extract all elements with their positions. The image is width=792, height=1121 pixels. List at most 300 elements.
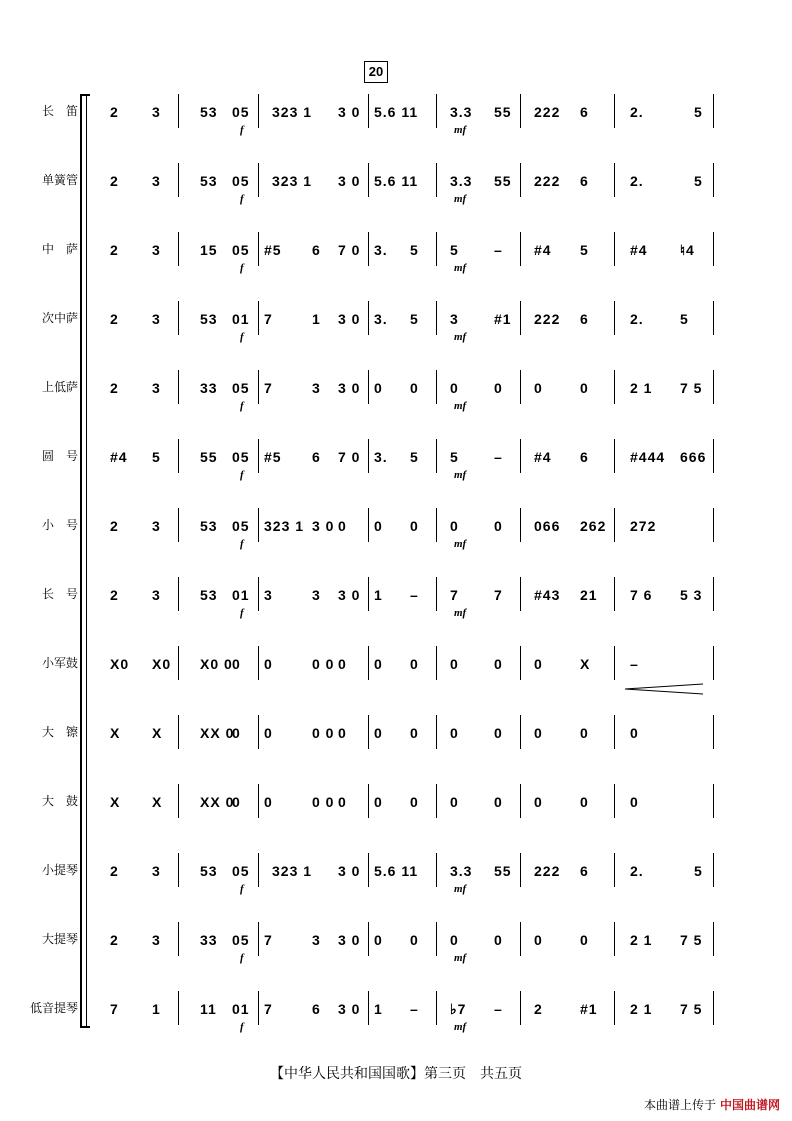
note-group: 0 <box>338 518 347 534</box>
note-group: 5 <box>694 863 703 879</box>
note-group: 0 <box>410 794 419 810</box>
note-group: 1 <box>374 587 383 603</box>
dynamic-marking: f <box>240 952 244 964</box>
barline <box>178 94 179 128</box>
barline <box>520 94 521 128</box>
staff-row <box>0 90 792 140</box>
note-group: 2 <box>110 311 119 327</box>
note-group: 55 <box>200 449 218 465</box>
note-group: 5 <box>694 173 703 189</box>
barline <box>436 784 437 818</box>
note-group: 0 <box>534 932 543 948</box>
note-group: 33 <box>200 932 218 948</box>
instrument-name: 中 萨 <box>41 242 78 256</box>
note-group: 323 1 <box>272 104 313 120</box>
note-group: 3 <box>152 932 161 948</box>
note-group: 0 <box>534 794 543 810</box>
note-group: X <box>152 794 163 810</box>
note-group: 3 <box>450 311 459 327</box>
staff-row <box>0 849 792 899</box>
note-group: 5 <box>580 242 589 258</box>
barline <box>258 853 259 887</box>
staff-notes <box>0 646 792 686</box>
note-group: 0 <box>534 656 543 672</box>
barline <box>178 922 179 956</box>
note-group: 53 <box>200 173 218 189</box>
note-group: 3 0 <box>338 863 361 879</box>
dynamic-marking: mf <box>454 124 467 136</box>
dynamic-marking: mf <box>454 262 467 274</box>
staff-notes <box>0 439 792 479</box>
barline <box>614 853 615 887</box>
barline <box>713 163 714 197</box>
barline <box>614 439 615 473</box>
barline <box>368 301 369 335</box>
dynamic-marking: f <box>240 124 244 136</box>
barline <box>520 646 521 680</box>
note-group: 5 <box>694 104 703 120</box>
note-group: 3 <box>152 518 161 534</box>
barline <box>178 163 179 197</box>
staff-notes <box>0 577 792 617</box>
note-group: 0 <box>450 518 459 534</box>
note-group: 7 0 <box>338 449 361 465</box>
instrument-name: 低音提琴 <box>29 1001 78 1015</box>
barline <box>368 232 369 266</box>
note-group: 3 0 <box>312 518 335 534</box>
barline <box>178 232 179 266</box>
note-group: 7 <box>264 932 273 948</box>
barline <box>614 163 615 197</box>
dynamic-marking: f <box>240 262 244 274</box>
note-group: 0 <box>374 518 383 534</box>
note-group: 0 <box>264 656 273 672</box>
note-group: X0 0 <box>200 656 233 672</box>
note-group: 15 <box>200 242 218 258</box>
dynamic-marking: mf <box>454 883 467 895</box>
barline <box>713 508 714 542</box>
barline <box>368 370 369 404</box>
note-group: 2 <box>534 1001 543 1017</box>
note-group: 272 <box>630 518 657 534</box>
staff-row <box>0 228 792 278</box>
note-group: 2 <box>110 104 119 120</box>
note-group: 0 <box>264 794 273 810</box>
note-group: 6 <box>580 863 589 879</box>
barline <box>713 853 714 887</box>
barline <box>614 301 615 335</box>
barline <box>178 646 179 680</box>
barline <box>178 853 179 887</box>
barline <box>436 508 437 542</box>
note-group: 0 <box>338 794 347 810</box>
note-group: 05 <box>232 380 250 396</box>
note-group: 3 <box>312 380 321 396</box>
note-group: 5 <box>410 449 419 465</box>
barline <box>178 991 179 1025</box>
barline <box>178 577 179 611</box>
note-group: 53 <box>200 104 218 120</box>
note-group: 3 0 <box>338 104 361 120</box>
note-group: – <box>494 242 503 258</box>
note-group: 3 <box>152 311 161 327</box>
note-group: X <box>580 656 591 672</box>
note-group: 7 <box>264 1001 273 1017</box>
note-group: 53 <box>200 863 218 879</box>
barline <box>258 94 259 128</box>
note-group: 0 0 <box>312 794 335 810</box>
note-group: 6 <box>312 242 321 258</box>
note-group: 3. <box>374 449 388 465</box>
staff-notes <box>0 370 792 410</box>
note-group: 0 <box>374 725 383 741</box>
barline <box>614 922 615 956</box>
note-group: 5 <box>450 449 459 465</box>
note-group: 3 0 <box>338 311 361 327</box>
note-group: X0 <box>152 656 172 672</box>
instrument-name: 大 镲 <box>41 725 78 739</box>
barline <box>258 784 259 818</box>
note-group: 05 <box>232 863 250 879</box>
staff-row <box>0 780 792 830</box>
barline <box>713 646 714 680</box>
barline <box>614 370 615 404</box>
note-group: 0 <box>580 380 589 396</box>
staff-notes <box>0 163 792 203</box>
barline <box>614 715 615 749</box>
barline <box>436 439 437 473</box>
instrument-name: 上低萨 <box>41 380 78 394</box>
note-group: 0 <box>374 932 383 948</box>
barline <box>520 853 521 887</box>
note-group: 0 <box>580 794 589 810</box>
barline <box>436 853 437 887</box>
barline <box>614 646 615 680</box>
note-group: 3 <box>152 173 161 189</box>
staff-row <box>0 297 792 347</box>
barline <box>713 577 714 611</box>
barline <box>258 991 259 1025</box>
note-group: 0 <box>374 794 383 810</box>
barline <box>713 232 714 266</box>
note-group: 2 <box>110 242 119 258</box>
barline <box>178 715 179 749</box>
note-group: 1 <box>312 311 321 327</box>
barline <box>436 715 437 749</box>
note-group: ♭7 <box>450 1001 467 1017</box>
barline <box>258 646 259 680</box>
barline <box>368 94 369 128</box>
dynamic-marking: mf <box>454 538 467 550</box>
note-group: 0 <box>494 380 503 396</box>
note-group: 2. <box>630 173 644 189</box>
note-group: 2 <box>110 173 119 189</box>
dynamic-marking: f <box>240 193 244 205</box>
barline <box>520 922 521 956</box>
note-group: #1 <box>580 1001 598 1017</box>
barline <box>713 94 714 128</box>
staff-notes <box>0 853 792 893</box>
note-group: 3 <box>312 932 321 948</box>
note-group: 53 <box>200 587 218 603</box>
staff-notes <box>0 301 792 341</box>
note-group: 2 <box>110 518 119 534</box>
note-group: 2. <box>630 863 644 879</box>
note-group: – <box>410 587 419 603</box>
dynamic-marking: f <box>240 400 244 412</box>
note-group: 7 5 <box>680 932 703 948</box>
barline <box>713 922 714 956</box>
note-group: 0 <box>534 380 543 396</box>
note-group: 5 <box>152 449 161 465</box>
note-group: 05 <box>232 173 250 189</box>
note-group: 0 <box>410 518 419 534</box>
note-group: – <box>494 449 503 465</box>
note-group: 2. <box>630 104 644 120</box>
barline <box>368 784 369 818</box>
note-group: 0 <box>450 725 459 741</box>
note-group: 3 0 <box>338 587 361 603</box>
note-group: 0 <box>338 656 347 672</box>
barline <box>368 715 369 749</box>
note-group: 2 <box>110 932 119 948</box>
staff-row <box>0 504 792 554</box>
note-group: 11 <box>200 1001 217 1017</box>
barline <box>368 853 369 887</box>
note-group: 5 <box>410 311 419 327</box>
note-group: 7 0 <box>338 242 361 258</box>
note-group: 0 <box>232 725 241 741</box>
note-group: 3 0 <box>338 932 361 948</box>
barline <box>520 577 521 611</box>
dynamic-marking: mf <box>454 400 467 412</box>
staff-notes <box>0 784 792 824</box>
note-group: 0 0 <box>312 656 335 672</box>
instrument-name: 小提琴 <box>41 863 78 877</box>
note-group: 3 <box>152 587 161 603</box>
staff-row <box>0 573 792 623</box>
note-group: ♮4 <box>680 242 695 258</box>
note-group: 2 <box>110 863 119 879</box>
staff-notes <box>0 715 792 755</box>
note-group: 3 0 <box>338 173 361 189</box>
note-group: 5 <box>450 242 459 258</box>
note-group: 5 <box>680 311 689 327</box>
note-group: 55 <box>494 104 512 120</box>
crescendo-hairpin <box>625 683 705 695</box>
note-group: #4 <box>534 449 552 465</box>
dynamic-marking: mf <box>454 607 467 619</box>
barline <box>520 715 521 749</box>
note-group: 5.6 11 <box>374 104 419 120</box>
note-group: 5 <box>410 242 419 258</box>
note-group: – <box>630 656 639 672</box>
barline <box>178 301 179 335</box>
staff-row <box>0 159 792 209</box>
note-group: 2 1 <box>630 380 653 396</box>
barline <box>614 508 615 542</box>
note-group: 0 <box>450 932 459 948</box>
barline <box>368 508 369 542</box>
note-group: 3 <box>152 380 161 396</box>
instrument-name: 小 号 <box>41 518 78 532</box>
note-group: #4 <box>110 449 128 465</box>
note-group: – <box>494 1001 503 1017</box>
note-group: 2. <box>630 311 644 327</box>
note-group: 01 <box>232 1001 250 1017</box>
note-group: 05 <box>232 932 250 948</box>
note-group: 6 <box>312 449 321 465</box>
barline <box>520 370 521 404</box>
staff-notes <box>0 232 792 272</box>
note-group: 0 <box>232 656 241 672</box>
note-group: 3 <box>264 587 273 603</box>
staff-notes <box>0 991 792 1031</box>
barline <box>520 784 521 818</box>
instrument-name: 大 鼓 <box>41 794 78 808</box>
note-group: 0 <box>630 725 639 741</box>
barline <box>520 163 521 197</box>
barline <box>368 439 369 473</box>
barline <box>520 439 521 473</box>
note-group: 7 <box>264 380 273 396</box>
dynamic-marking: mf <box>454 331 467 343</box>
barline <box>258 232 259 266</box>
note-group: 323 1 <box>272 173 313 189</box>
barline <box>258 715 259 749</box>
barline <box>614 577 615 611</box>
dynamic-marking: mf <box>454 193 467 205</box>
dynamic-marking: f <box>240 607 244 619</box>
barline <box>614 232 615 266</box>
note-group: X <box>152 725 163 741</box>
note-group: 3.3 <box>450 173 473 189</box>
site-logo: 中国曲谱网 <box>719 1098 780 1112</box>
note-group: 222 <box>534 173 561 189</box>
note-group: 222 <box>534 863 561 879</box>
note-group: 0 <box>494 725 503 741</box>
instrument-name: 长 笛 <box>41 104 78 118</box>
instrument-name: 小军鼓 <box>41 656 78 670</box>
note-group: 666 <box>680 449 707 465</box>
barline <box>368 646 369 680</box>
note-group: 0 <box>450 794 459 810</box>
note-group: 222 <box>534 104 561 120</box>
note-group: 0 <box>580 725 589 741</box>
note-group: 7 5 <box>680 1001 703 1017</box>
instrument-name: 大提琴 <box>41 932 78 946</box>
note-group: 05 <box>232 104 250 120</box>
note-group: 3 0 <box>338 1001 361 1017</box>
barline <box>258 301 259 335</box>
note-group: 3 <box>152 242 161 258</box>
barline <box>713 715 714 749</box>
note-group: 0 <box>494 932 503 948</box>
instrument-name: 单簧管 <box>41 173 78 187</box>
barline <box>436 301 437 335</box>
dynamic-marking: f <box>240 538 244 550</box>
note-group: #5 <box>264 242 282 258</box>
note-group: 0 <box>410 725 419 741</box>
note-group: 6 <box>580 449 589 465</box>
note-group: #4 <box>534 242 552 258</box>
note-group: 6 <box>580 311 589 327</box>
note-group: X0 <box>110 656 130 672</box>
note-group: 55 <box>494 173 512 189</box>
barline <box>436 922 437 956</box>
barline <box>436 163 437 197</box>
note-group: 7 5 <box>680 380 703 396</box>
note-group: 222 <box>534 311 561 327</box>
barline <box>178 439 179 473</box>
note-group: #5 <box>264 449 282 465</box>
staff-row <box>0 987 792 1037</box>
barline <box>258 163 259 197</box>
dynamic-marking: f <box>240 883 244 895</box>
note-group: 2 1 <box>630 932 653 948</box>
note-group: 1 <box>374 1001 383 1017</box>
note-group: 0 <box>450 656 459 672</box>
note-group: 7 6 <box>630 587 653 603</box>
rehearsal-mark: 20 <box>364 61 388 83</box>
instrument-name: 圆 号 <box>41 449 78 463</box>
note-group: 05 <box>232 242 250 258</box>
note-group: 3. <box>374 311 388 327</box>
note-group: 0 <box>264 725 273 741</box>
barline <box>368 577 369 611</box>
note-group: 0 <box>494 518 503 534</box>
note-group: 0 <box>410 656 419 672</box>
note-group: 0 <box>410 932 419 948</box>
barline <box>436 232 437 266</box>
note-group: 6 <box>580 104 589 120</box>
note-group: 0 <box>410 380 419 396</box>
staff-notes <box>0 94 792 134</box>
page-footer: 【中华人民共和国国歌】第三页 共五页 <box>270 1066 522 1082</box>
note-group: X <box>110 725 121 741</box>
note-group: 33 <box>200 380 218 396</box>
staff-row <box>0 711 792 761</box>
barline <box>436 991 437 1025</box>
barline <box>178 508 179 542</box>
barline <box>520 991 521 1025</box>
barline <box>436 370 437 404</box>
note-group: 3. <box>374 242 388 258</box>
note-group: 3.3 <box>450 863 473 879</box>
note-group: #444 <box>630 449 666 465</box>
credit-prefix: 本曲谱上传于 <box>643 1098 716 1112</box>
dynamic-marking: f <box>240 1021 244 1033</box>
note-group: 7 <box>494 587 503 603</box>
note-group: 6 <box>312 1001 321 1017</box>
note-group: 0 <box>232 794 241 810</box>
barline <box>258 577 259 611</box>
staff-notes <box>0 508 792 548</box>
note-group: 0 <box>450 380 459 396</box>
staff-notes <box>0 922 792 962</box>
note-group: 3 <box>312 587 321 603</box>
note-group: 21 <box>580 587 598 603</box>
note-group: 0 <box>374 380 383 396</box>
note-group: 323 1 <box>264 518 305 534</box>
note-group: 0 <box>630 794 639 810</box>
note-group: 05 <box>232 449 250 465</box>
note-group: – <box>410 1001 419 1017</box>
barline <box>520 301 521 335</box>
note-group: 2 <box>110 587 119 603</box>
note-group: X <box>110 794 121 810</box>
note-group: #1 <box>494 311 512 327</box>
